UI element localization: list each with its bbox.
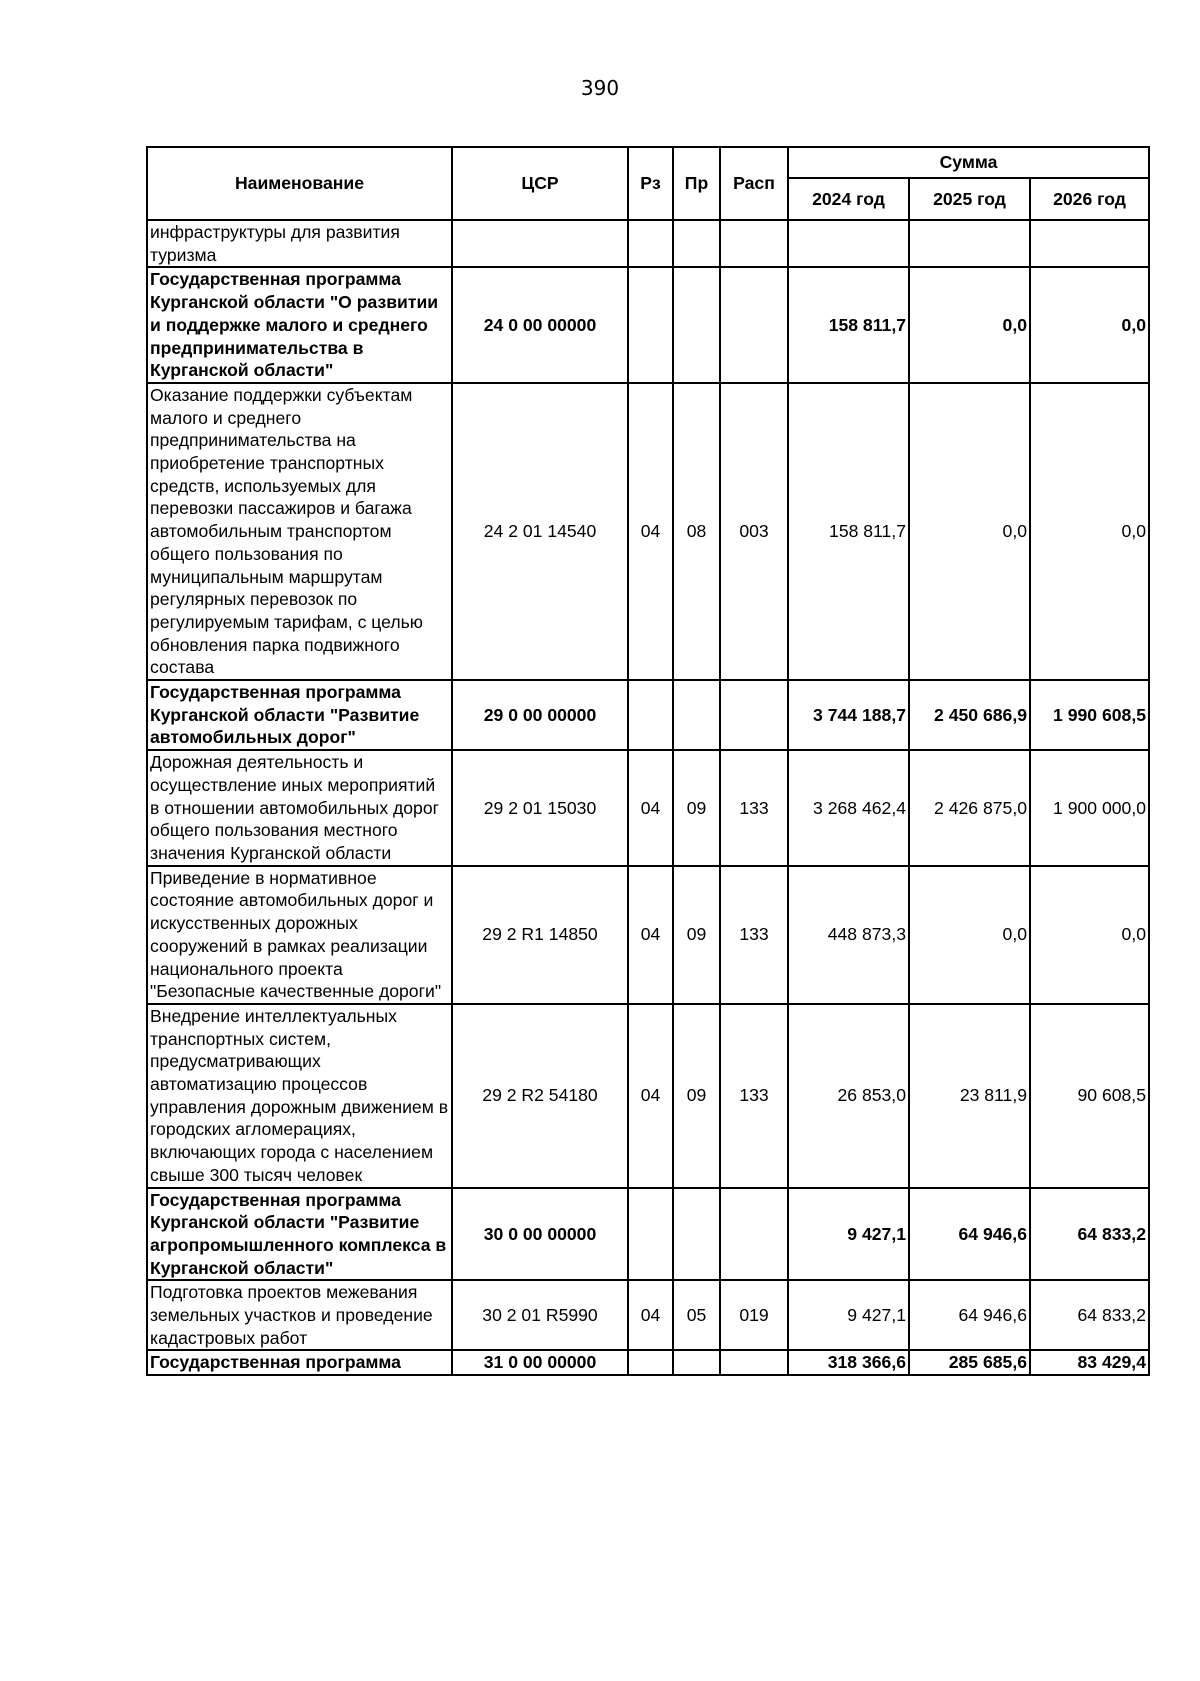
row-name: Подготовка проектов межевания земельных участков и проведение кадастровых работ <box>147 1280 452 1350</box>
table-row <box>147 680 1149 750</box>
row-sum-2024: 26 853,0 <box>788 1004 909 1188</box>
row-rz <box>628 1350 673 1375</box>
row-sum-2025: 0,0 <box>909 383 1030 680</box>
row-sum-2026: 64 833,2 <box>1030 1188 1149 1281</box>
row-sum-2026 <box>1030 220 1149 267</box>
row-sum-2025 <box>909 220 1030 267</box>
row-rasp <box>720 680 788 750</box>
row-name: Государственная программа Курганской области "О развитии и поддержке малого и среднего предпринимательства в Курганской области" <box>147 267 452 383</box>
row-name: Оказание поддержки субъектам малого и среднего предпринимательства на приобретение транспортных средств, используемых для перевозки пассажиров и багажа автомобильным транспортом общего пользования по муниципальным маршрутам регулярных перевозок по регулируемым тарифам, с целью обновления парка подвижного состава <box>147 383 452 680</box>
row-pr: 08 <box>673 383 720 680</box>
row-rz: 04 <box>628 866 673 1004</box>
row-pr <box>673 220 720 267</box>
row-csr <box>452 220 628 267</box>
row-rz <box>628 267 673 383</box>
row-pr: 09 <box>673 1004 720 1188</box>
row-sum-2026: 0,0 <box>1030 383 1149 680</box>
row-sum-2024: 9 427,1 <box>788 1280 909 1350</box>
header-rasp: Расп <box>720 147 788 220</box>
row-name: Государственная программа Курганской области "Развитие автомобильных дорог" <box>147 680 452 750</box>
row-sum-2024: 3 268 462,4 <box>788 750 909 866</box>
row-rasp <box>720 1188 788 1281</box>
row-rz <box>628 1188 673 1281</box>
row-sum-2026: 0,0 <box>1030 267 1149 383</box>
row-pr <box>673 1350 720 1375</box>
row-csr: 30 2 01 R5990 <box>452 1280 628 1350</box>
row-name: Государственная программа Курганской области "Развитие агропромышленного комплекса в Курганской области" <box>147 1188 452 1281</box>
row-rasp: 133 <box>720 750 788 866</box>
table-row <box>147 220 1149 267</box>
table-row <box>147 1350 1149 1375</box>
row-name: Приведение в нормативное состояние автомобильных дорог и искусственных дорожных сооружений в рамках реализации национального проекта "Безопасные качественные дороги" <box>147 866 452 1004</box>
row-sum-2026: 64 833,2 <box>1030 1280 1149 1350</box>
row-name: инфраструктуры для развития туризма <box>147 220 452 267</box>
table-row <box>147 267 1149 383</box>
row-sum-2025: 2 426 875,0 <box>909 750 1030 866</box>
row-rz <box>628 220 673 267</box>
header-pr: Пр <box>673 147 720 220</box>
row-sum-2024: 3 744 188,7 <box>788 680 909 750</box>
header-name: Наименование <box>147 147 452 220</box>
table-row <box>147 1188 1149 1281</box>
row-rz: 04 <box>628 1280 673 1350</box>
row-csr: 29 2 01 15030 <box>452 750 628 866</box>
row-sum-2025: 285 685,6 <box>909 1350 1030 1375</box>
header-year-2025: 2025 год <box>909 178 1030 220</box>
row-name: Дорожная деятельность и осуществление иных мероприятий в отношении автомобильных дорог общего пользования местного значения Курганской области <box>147 750 452 866</box>
row-pr: 05 <box>673 1280 720 1350</box>
table-row <box>147 866 1149 1004</box>
row-rasp <box>720 267 788 383</box>
row-pr <box>673 1188 720 1281</box>
row-sum-2024: 448 873,3 <box>788 866 909 1004</box>
row-csr: 29 2 R1 14850 <box>452 866 628 1004</box>
row-rz: 04 <box>628 383 673 680</box>
row-sum-2025: 2 450 686,9 <box>909 680 1030 750</box>
row-sum-2025: 23 811,9 <box>909 1004 1030 1188</box>
row-pr <box>673 680 720 750</box>
row-rasp <box>720 1350 788 1375</box>
header-rz: Рз <box>628 147 673 220</box>
row-sum-2026: 1 990 608,5 <box>1030 680 1149 750</box>
row-sum-2026: 90 608,5 <box>1030 1004 1149 1188</box>
table-row <box>147 1004 1149 1188</box>
row-sum-2024: 158 811,7 <box>788 383 909 680</box>
row-sum-2025: 64 946,6 <box>909 1280 1030 1350</box>
row-sum-2025: 64 946,6 <box>909 1188 1030 1281</box>
row-sum-2024: 318 366,6 <box>788 1350 909 1375</box>
table-row <box>147 750 1149 866</box>
row-name: Внедрение интеллектуальных транспортных систем, предусматривающих автоматизацию процессов управления дорожным движением в городских агломерациях, включающих города с населением свыше 300 тысяч человек <box>147 1004 452 1188</box>
row-rz: 04 <box>628 750 673 866</box>
budget-table <box>146 146 1150 1376</box>
row-csr: 24 2 01 14540 <box>452 383 628 680</box>
page-number: 390 <box>580 76 620 100</box>
row-sum-2025: 0,0 <box>909 267 1030 383</box>
row-sum-2025: 0,0 <box>909 866 1030 1004</box>
row-sum-2026: 0,0 <box>1030 866 1149 1004</box>
row-pr <box>673 267 720 383</box>
row-rz <box>628 680 673 750</box>
row-rasp: 133 <box>720 1004 788 1188</box>
row-csr: 29 0 00 00000 <box>452 680 628 750</box>
row-sum-2026: 1 900 000,0 <box>1030 750 1149 866</box>
header-year-2026: 2026 год <box>1030 178 1149 220</box>
table-header <box>147 147 1149 220</box>
row-csr: 31 0 00 00000 <box>452 1350 628 1375</box>
row-pr: 09 <box>673 750 720 866</box>
row-name: Государственная программа <box>147 1350 452 1375</box>
row-pr: 09 <box>673 866 720 1004</box>
table-row <box>147 383 1149 680</box>
row-rz: 04 <box>628 1004 673 1188</box>
table-row <box>147 1280 1149 1350</box>
header-csr: ЦСР <box>452 147 628 220</box>
row-csr: 30 0 00 00000 <box>452 1188 628 1281</box>
table-body <box>147 220 1149 1375</box>
header-sum: Сумма <box>788 147 1149 178</box>
row-sum-2024: 9 427,1 <box>788 1188 909 1281</box>
row-csr: 29 2 R2 54180 <box>452 1004 628 1188</box>
row-rasp: 003 <box>720 383 788 680</box>
row-rasp: 019 <box>720 1280 788 1350</box>
row-rasp: 133 <box>720 866 788 1004</box>
row-sum-2024: 158 811,7 <box>788 267 909 383</box>
row-sum-2026: 83 429,4 <box>1030 1350 1149 1375</box>
header-year-2024: 2024 год <box>788 178 909 220</box>
row-csr: 24 0 00 00000 <box>452 267 628 383</box>
row-sum-2024 <box>788 220 909 267</box>
row-rasp <box>720 220 788 267</box>
